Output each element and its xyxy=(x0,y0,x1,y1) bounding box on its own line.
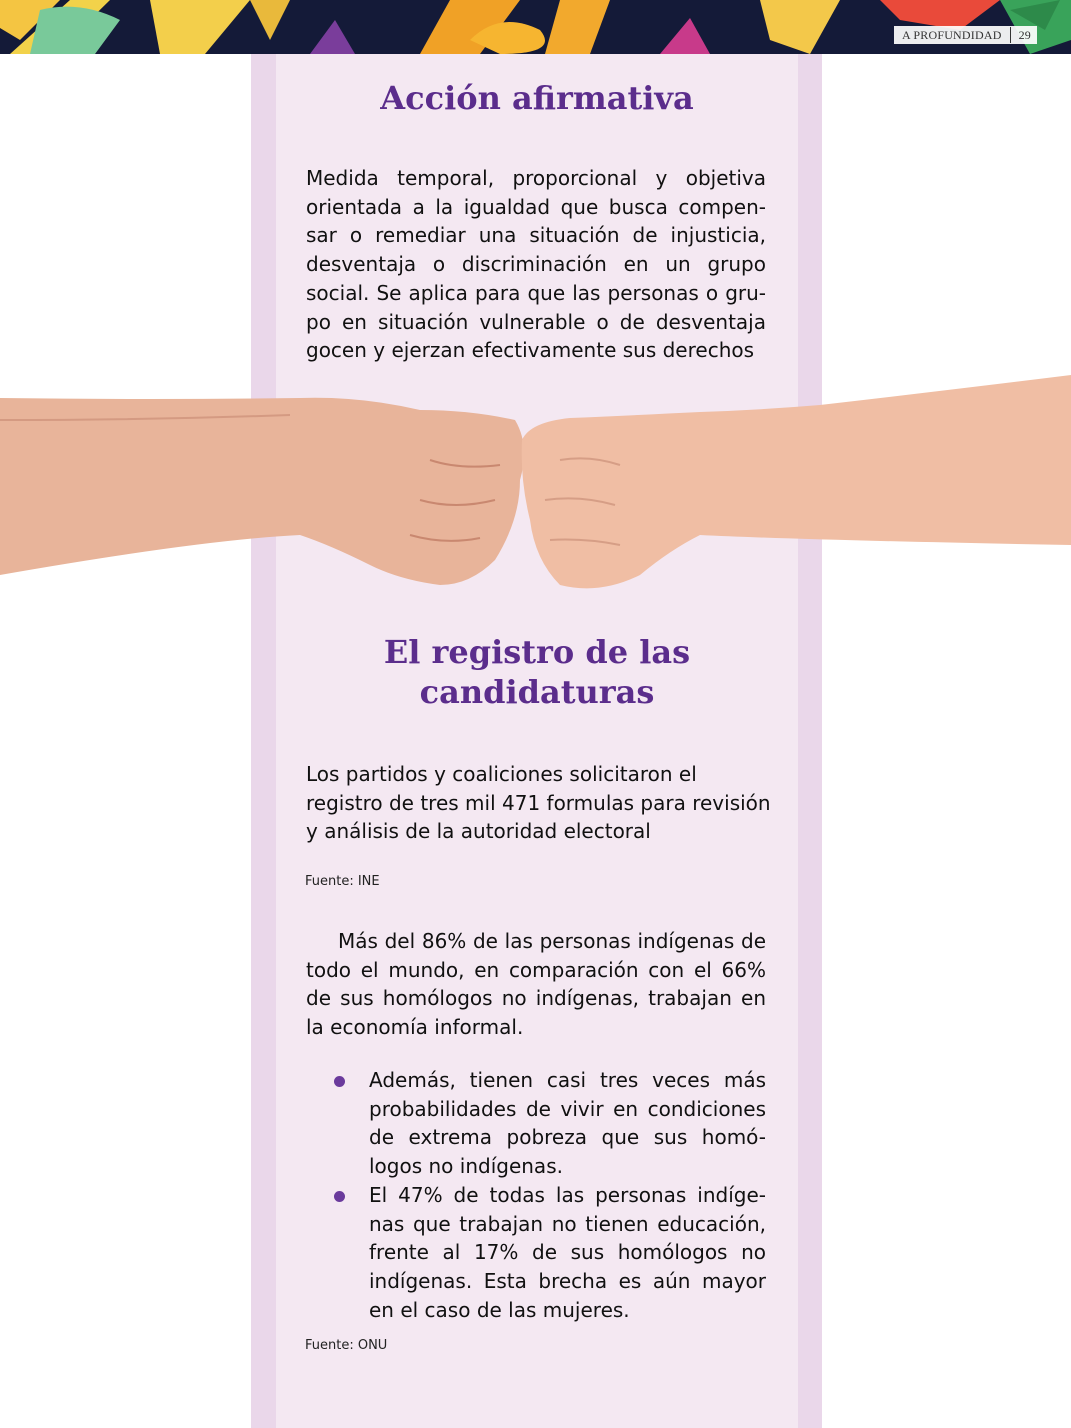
section-title-line2: candidaturas xyxy=(419,673,655,711)
bullet-dot-icon xyxy=(334,1191,345,1202)
header-divider xyxy=(1010,27,1011,43)
bullet-text: El 47% de todas las personas indíge-nas que trabajan no tienen educación, frente al 17% de sus homólogos no indígenas. Esta brecha es aún mayor en el caso de las mujeres. xyxy=(369,1182,766,1322)
section-title-accion-afirmativa: Acción afirmativa xyxy=(380,79,694,117)
section-body-indigenas: Más del 86% de las personas indígenas de todo el mundo, en comparación con el 66% de sus homólogos no indígenas, trabajan en la economía informal. xyxy=(306,929,766,1040)
section-label: A PROFUNDIDAD xyxy=(901,27,1002,42)
bullet-list xyxy=(306,1066,766,1324)
bullet-dot-icon xyxy=(334,1076,345,1087)
decorative-banner xyxy=(0,0,1071,54)
page-number: 29 xyxy=(1018,27,1031,42)
section-body-accion-afirmativa: Medida temporal, proporcional y objetiva orientada a la igualdad que busca compen-sar o remediar una situación de injusticia, desventaja o discriminación en un grupo social. Se aplica para que las personas o gru-po en situación vulnerable o de desventaja gocen y ejerzan efectivamente sus derechos xyxy=(306,166,766,363)
list-item xyxy=(306,1181,766,1325)
section-title-registro xyxy=(276,632,798,712)
page-header xyxy=(894,26,1037,44)
section-title-line1: El registro de las xyxy=(383,633,691,671)
section-body-registro: Los partidos y coaliciones solicitaron el registro de tres mil 471 formulas para revisión y análisis de la autoridad electoral xyxy=(306,762,771,844)
list-item xyxy=(306,1066,766,1181)
source-onu: Fuente: ONU xyxy=(305,1338,388,1353)
source-ine: Fuente: INE xyxy=(305,874,380,889)
fist-bump-illustration xyxy=(0,360,1071,610)
bullet-text: Además, tienen casi tres veces más probabilidades de vivir en condiciones de extrema pobreza que sus homó-logos no indígenas. xyxy=(369,1068,766,1179)
